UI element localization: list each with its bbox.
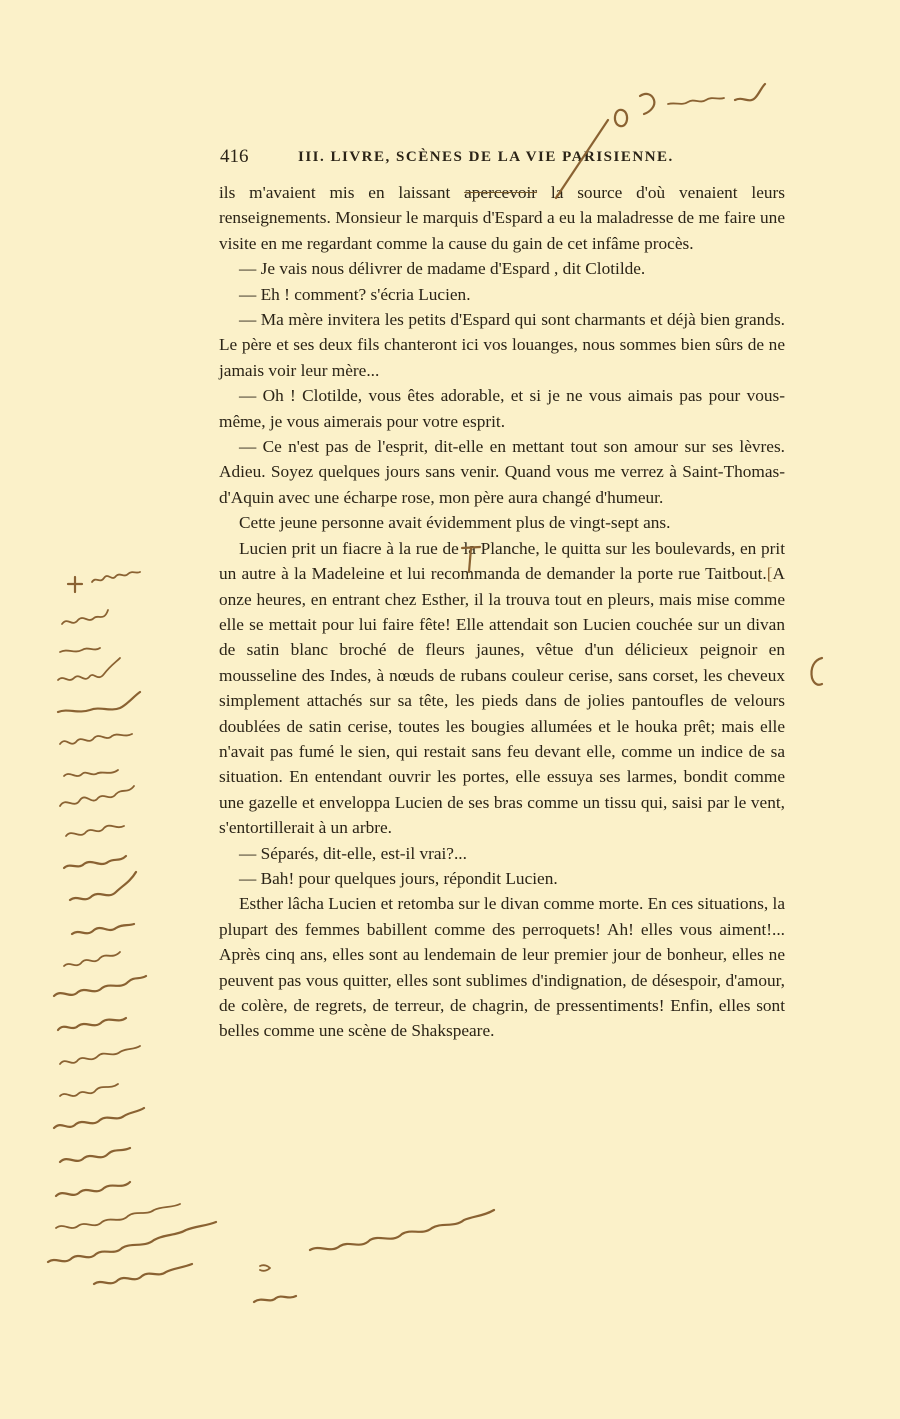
body-text bbox=[219, 180, 785, 1044]
paragraph bbox=[219, 536, 785, 841]
paragraph: — Bah! pour quelques jours, répondit Lucien. bbox=[239, 868, 558, 888]
page-header bbox=[220, 146, 790, 172]
paragraph: — Oh ! Clotilde, vous êtes adorable, et si je ne vous aimais pas pour vous-même, je vous aimerais pour votre esprit. bbox=[219, 386, 785, 431]
text-run: la source d'où venaient leurs renseignements. Monsieur le marquis d'Espard a eu la maladresse de me faire une visite en me regardant comme la cause du gain de cet infâme procès. bbox=[219, 183, 786, 253]
running-title: III. LIVRE, SCÈNES DE LA VIE PARISIENNE. bbox=[298, 149, 674, 165]
paragraph: — Ce n'est pas de l'esprit, dit-elle en mettant tout son amour sur ses lèvres. Adieu. Soyez quelques jours sans venir. Quand vous me verrez à Saint-Thomas-d'Aquin avec une écharpe rose, mon père aura changé d'humeur. bbox=[219, 437, 785, 507]
text-run: A onze heures, en entrant chez Esther, il la trouva tout en pleurs, mais mise comme elle se mettait pour lui faire fête! Elle attendait son Lucien couchée sur un divan de satin blanc broché de fleurs jaunes, vêtue d'un délicieux peignoir en mousseline des Indes, à nœuds de rubans couleur cerise, sans corset, les cheveux simplement attachés sur sa tête, les pieds dans de jolies pantoufles de velours doublées de satin cerise, toutes les bougies allumées et le houka prêt; mais elle n'avait pas fumé le sien, qui restait sans feu devant elle, comme un indice de sa situation. En entendant ouvrir les portes, elle essuya ses larmes, bondit comme une gazelle et enveloppa Lucien de ses bras comme un tissu qui, saisi par le vent, s'entortillerait à un arbre. bbox=[219, 564, 785, 838]
paragraph: — Je vais nous délivrer de madame d'Espard , dit Clotilde. bbox=[239, 259, 646, 279]
text-run: Lucien prit un fiacre à la rue de la Planche, le quitta sur les boulevards, en prit un autre à la Madeleine et lui recommanda de demander la porte rue Taitbout. bbox=[219, 538, 785, 584]
paragraph: — Ma mère invitera les petits d'Espard qui sont charmants et déjà bien grands. Le père et ses deux fils chanteront ici vos louanges, nous sommes bien sûrs de ne jamais voir leur mère... bbox=[219, 310, 785, 380]
paragraph bbox=[219, 180, 785, 256]
paragraph: — Eh ! comment? s'écria Lucien. bbox=[239, 284, 471, 304]
insertion-bracket-icon: [ bbox=[766, 564, 773, 584]
page-number: 416 bbox=[220, 146, 249, 167]
paragraph: Esther lâcha Lucien et retomba sur le divan comme morte. En ces situations, la plupart des femmes babillent comme des perroquets! Ah! elles vous aiment!... Après cinq ans, elles sont au lendemain de leur premier jour de bonheur, elles ne peuvent pas vous quitter, elles sont sublimes d'indignation, de désespoir, d'amour, de colère, de regrets, de terreur, de chagrin, de pressentiments! Enfin, elles sont belles comme une scène de Shakspeare. bbox=[219, 894, 785, 1041]
margin-bracket-icon bbox=[811, 658, 822, 685]
paragraph: Cette jeune personne avait évidemment plus de vingt-sept ans. bbox=[239, 513, 671, 533]
text-run: ils m'avaient mis en laissant bbox=[219, 183, 465, 202]
struck-word: apercevoir bbox=[464, 183, 538, 202]
paragraph: — Séparés, dit-elle, est-il vrai?... bbox=[239, 843, 467, 863]
